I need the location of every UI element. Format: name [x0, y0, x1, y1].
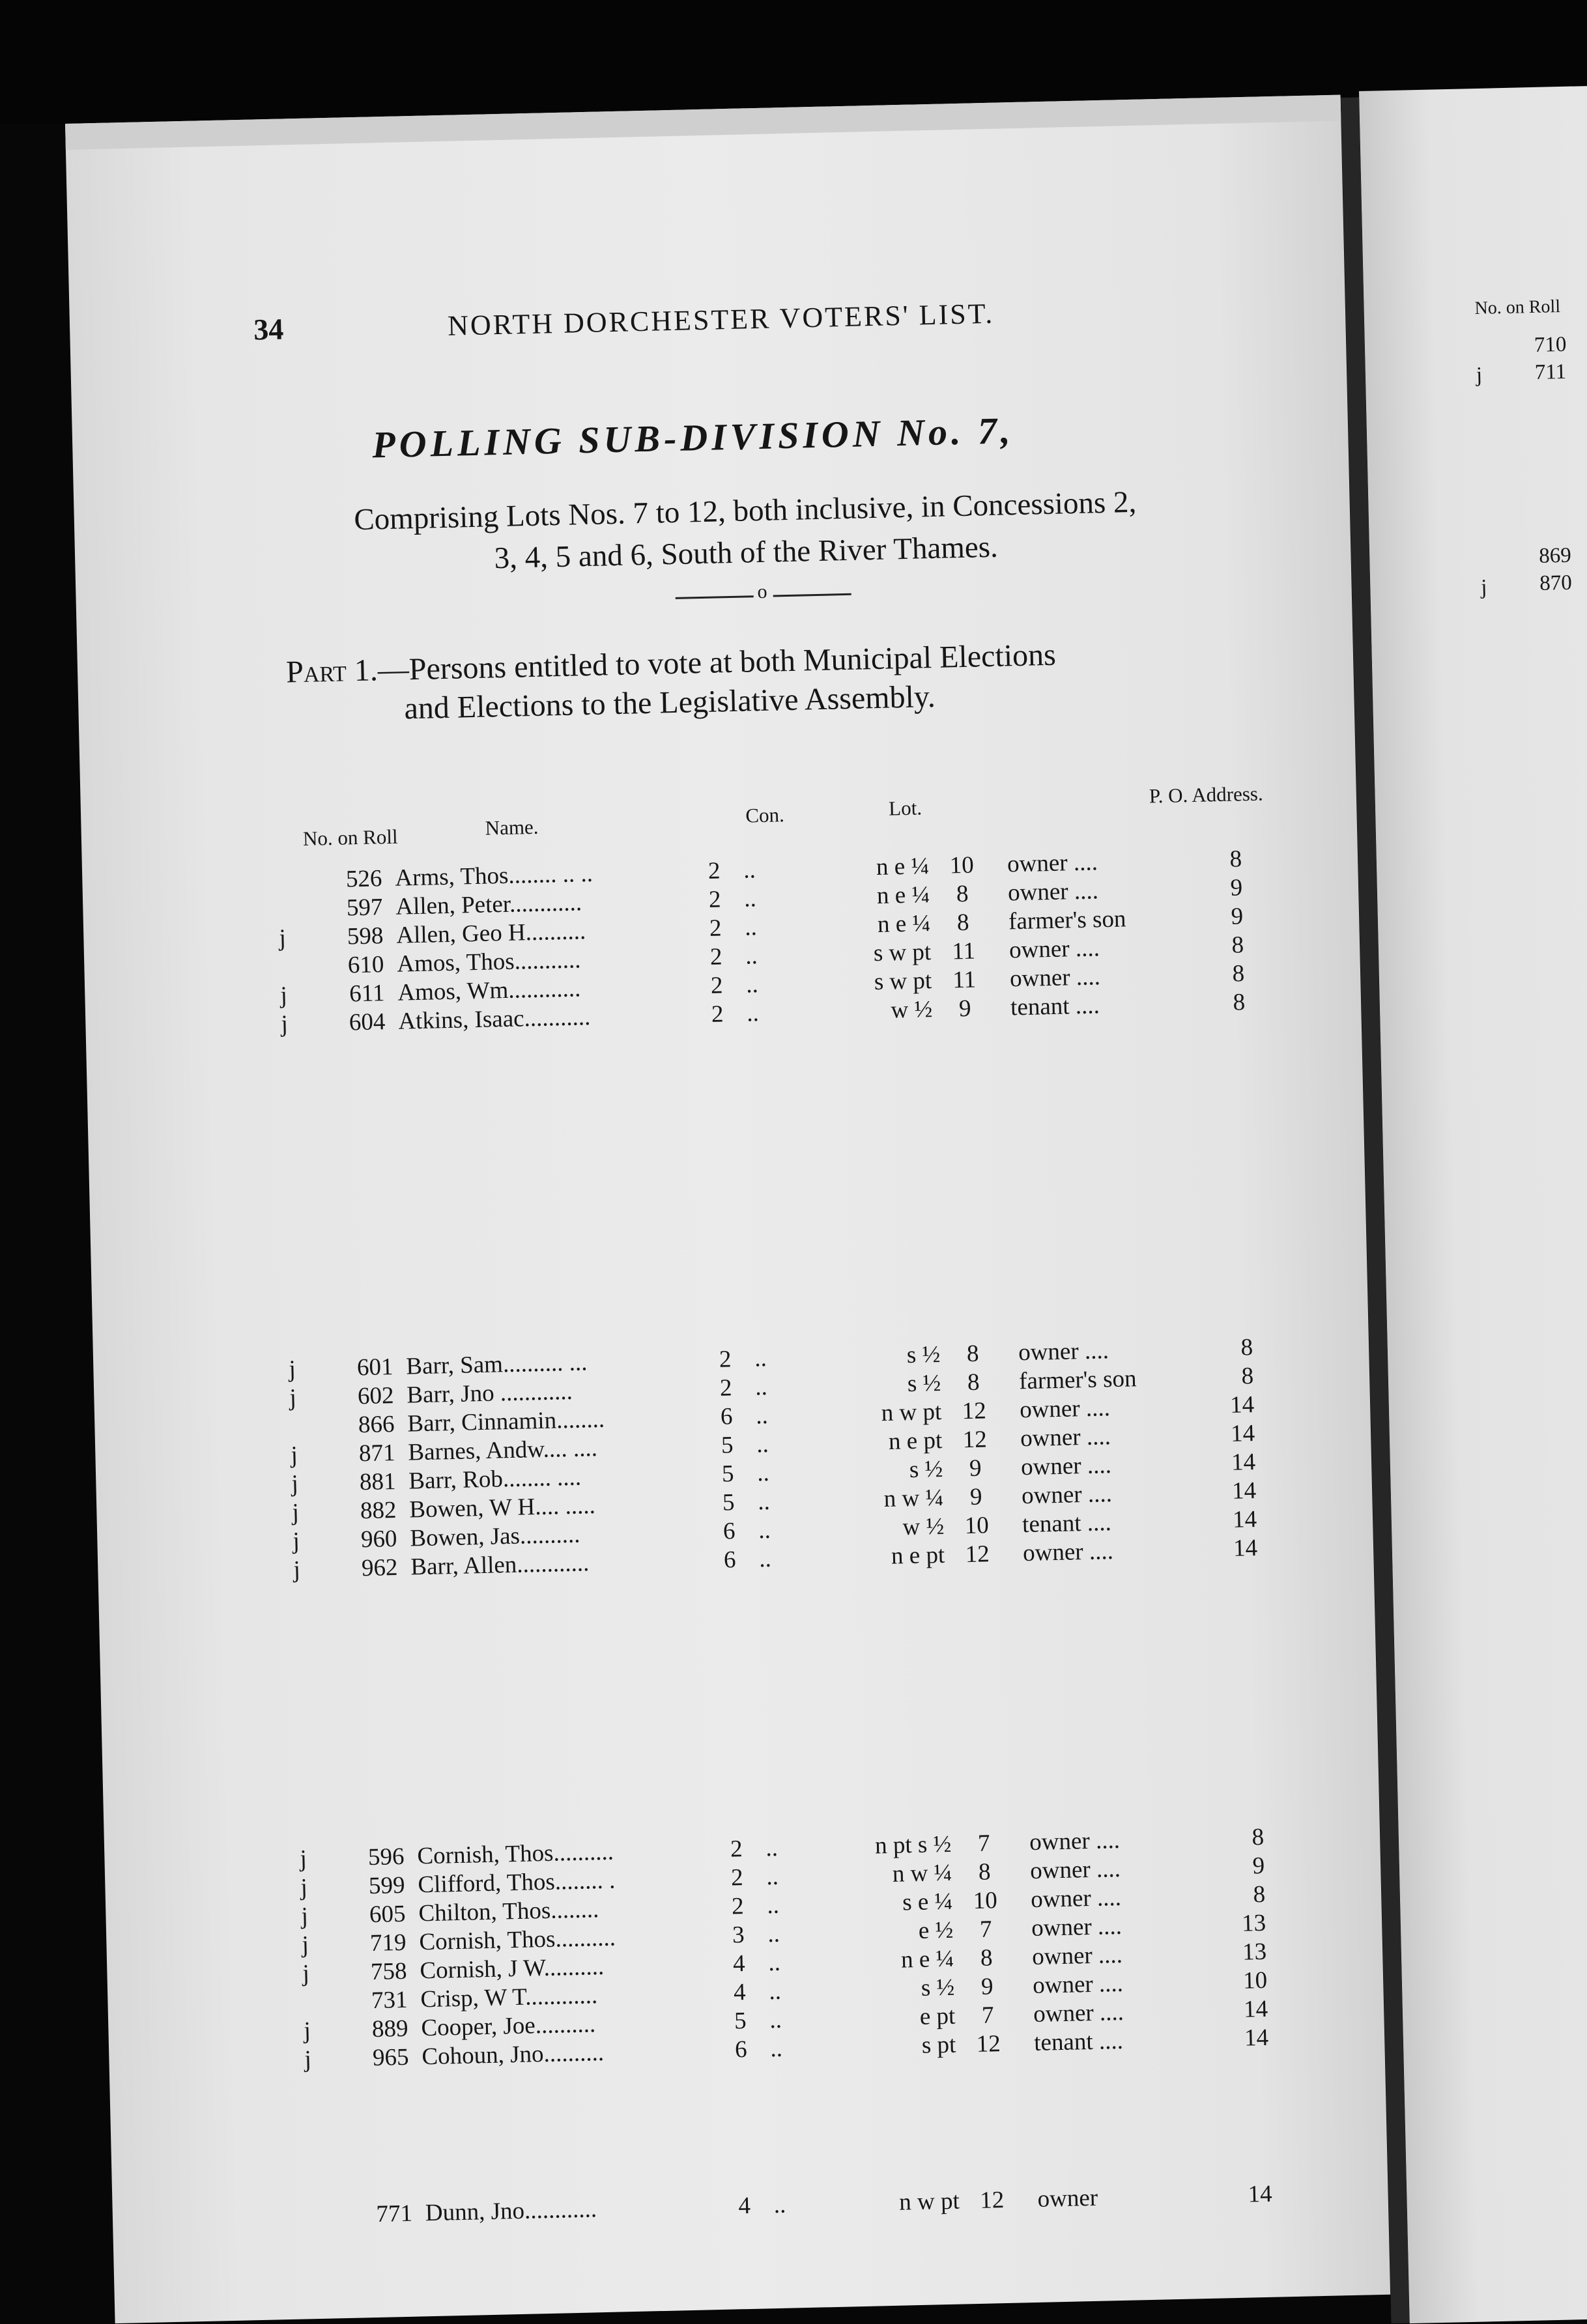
- voter-name: Crisp, W T............: [420, 1982, 598, 2013]
- leader-dots: ..: [756, 1460, 770, 1487]
- voter-name: Amos, Wm............: [397, 975, 581, 1006]
- column-header-name: Name.: [485, 815, 539, 840]
- po-address: 14: [1229, 1391, 1255, 1419]
- voter-status: owner ....: [1020, 1452, 1112, 1481]
- po-address: 14: [1244, 2024, 1269, 2052]
- roll-number: 882: [360, 1497, 397, 1525]
- elector-mark: j: [304, 2017, 311, 2045]
- concession: 5: [721, 1432, 734, 1459]
- lot-part: s e ¼: [902, 1888, 953, 1916]
- leader-dots: ..: [769, 2035, 783, 2063]
- voter-status: farmer's son: [1018, 1365, 1137, 1395]
- lot-part: n w ¼: [883, 1484, 944, 1513]
- po-address: 9: [1231, 903, 1244, 930]
- voter-status: owner ....: [1033, 1998, 1124, 2028]
- lot-part: s ½: [909, 1455, 943, 1484]
- lot-number: 12: [979, 2187, 1005, 2214]
- elector-mark: j: [292, 1527, 300, 1555]
- voter-name: Bowen, Jas..........: [409, 1521, 580, 1552]
- roll-number: 526: [345, 865, 382, 893]
- lot-part: n e pt: [888, 1426, 943, 1455]
- facing-page-roll: 869: [1538, 543, 1572, 568]
- voter-status: owner: [1037, 2184, 1098, 2213]
- voter-name: Cooper, Joe..........: [421, 2011, 596, 2042]
- lot-part: n w ¼: [892, 1859, 952, 1888]
- lot-number: 9: [958, 995, 971, 1023]
- concession: 2: [711, 1000, 724, 1028]
- roll-number: 598: [347, 922, 384, 950]
- lot-part: n w pt: [881, 1398, 942, 1427]
- lot-number: 10: [973, 1887, 998, 1915]
- leader-dots: ..: [746, 1000, 760, 1027]
- leader-dots: ..: [767, 1920, 780, 1948]
- concession: 2: [730, 1835, 743, 1863]
- concession: 3: [732, 1921, 745, 1949]
- voter-status: tenant ....: [1033, 2027, 1124, 2057]
- voter-status: farmer's son: [1008, 905, 1126, 935]
- lot-number: 12: [962, 1397, 987, 1425]
- document-page: [65, 95, 1390, 2324]
- lot-number: 7: [979, 1916, 992, 1943]
- roll-number: 602: [357, 1382, 394, 1410]
- facing-page-column-header: No. on Roll: [1474, 296, 1561, 319]
- voter-status: owner ....: [1007, 877, 1099, 907]
- elector-mark: j: [301, 1903, 309, 1930]
- lot-part: s w pt: [874, 967, 932, 996]
- roll-number: 604: [349, 1008, 386, 1036]
- po-address: 8: [1251, 1823, 1265, 1851]
- concession: 2: [719, 1374, 733, 1402]
- concession: 2: [709, 943, 722, 971]
- part-text-continued: and Elections to the Legislative Assembly.: [403, 679, 936, 726]
- po-address: 13: [1241, 1909, 1266, 1937]
- lot-part: w ½: [891, 996, 933, 1024]
- lot-part: s ½: [921, 1974, 955, 2002]
- voter-status: owner ....: [1009, 963, 1101, 993]
- concession: 2: [708, 857, 721, 885]
- concession: 4: [738, 2192, 751, 2220]
- lot-number: 8: [956, 909, 969, 937]
- elector-mark: j: [289, 1384, 297, 1411]
- leader-dots: ..: [769, 2006, 782, 2034]
- concession: 2: [731, 1893, 745, 1920]
- lot-number: 12: [962, 1426, 988, 1454]
- concession: 2: [719, 1346, 732, 1373]
- po-address: 14: [1243, 1995, 1268, 2023]
- lot-number: 9: [969, 1454, 982, 1482]
- lot-number: 8: [966, 1340, 979, 1368]
- subdivision-title: POLLING SUB-DIVISION No. 7,: [371, 409, 1015, 466]
- leader-dots: ..: [745, 942, 758, 970]
- facing-page-roll: 870: [1539, 571, 1573, 595]
- column-header-con: Con.: [745, 803, 785, 827]
- roll-number: 881: [359, 1468, 396, 1496]
- page-number: 34: [253, 312, 284, 347]
- voter-name: Allen, Geo H..........: [395, 918, 586, 949]
- po-address: 14: [1231, 1449, 1256, 1476]
- lot-part: e ½: [918, 1916, 954, 1944]
- voter-status: owner ....: [1029, 1826, 1121, 1856]
- voter-name: Barnes, Andw.... ....: [407, 1434, 598, 1466]
- leader-dots: ..: [745, 971, 759, 999]
- po-address: 14: [1230, 1420, 1255, 1447]
- leader-dots: ..: [765, 1834, 779, 1862]
- lot-number: 9: [969, 1483, 982, 1511]
- facing-page-mark: j: [1476, 363, 1483, 388]
- lot-part: n e ¼: [877, 910, 931, 939]
- leader-dots: ..: [773, 2191, 786, 2219]
- elector-mark: j: [302, 1931, 309, 1959]
- leader-dots: ..: [766, 1892, 780, 1920]
- po-address: 14: [1232, 1506, 1257, 1533]
- po-address: 8: [1240, 1334, 1253, 1361]
- roll-number: 596: [367, 1843, 405, 1871]
- voter-name: Barr, Sam.......... ...: [405, 1349, 588, 1380]
- lot-number: 11: [952, 966, 977, 994]
- lot-part: s ½: [906, 1341, 941, 1369]
- roll-number: 719: [369, 1929, 407, 1957]
- leader-dots: ..: [767, 1949, 781, 1977]
- roll-number: 610: [347, 951, 384, 979]
- roll-number: 889: [371, 2015, 408, 2043]
- concession: 2: [708, 886, 721, 913]
- leader-dots: ..: [765, 1863, 779, 1891]
- voter-status: owner ....: [1007, 849, 1098, 878]
- po-address: 8: [1229, 845, 1242, 873]
- comprising-line: Comprising Lots Nos. 7 to 12, both inclusive, in Concessions 2,: [353, 485, 1137, 537]
- lot-number: 9: [980, 1973, 994, 2000]
- facing-page-roll: 711: [1534, 360, 1567, 384]
- po-address: 14: [1231, 1477, 1257, 1505]
- concession: 6: [720, 1403, 734, 1430]
- voter-status: owner ....: [1020, 1423, 1111, 1452]
- po-address: 8: [1231, 931, 1244, 959]
- lot-number: 11: [951, 937, 976, 965]
- concession: 5: [721, 1460, 735, 1488]
- table-row: [307, 2179, 1285, 2230]
- concession: 6: [722, 1518, 736, 1545]
- roll-number: 866: [358, 1411, 395, 1439]
- part-label: Part 1.: [285, 653, 379, 690]
- divider-left: [676, 595, 754, 599]
- lot-number: 7: [981, 2002, 994, 2029]
- roll-number: 731: [371, 1986, 408, 2015]
- leader-dots: ..: [744, 914, 758, 941]
- lot-part: n e pt: [891, 1541, 945, 1570]
- lot-number: 8: [978, 1858, 991, 1886]
- voter-name: Barr, Cinnamin........: [407, 1406, 605, 1438]
- concession: 5: [734, 2007, 747, 2035]
- leader-dots: ..: [743, 885, 757, 913]
- divider-glyph: o: [757, 580, 767, 603]
- lot-number: 7: [977, 1830, 990, 1857]
- voter-status: owner ....: [1031, 1941, 1123, 1971]
- elector-mark: j: [300, 1874, 308, 1901]
- roll-number: 965: [372, 2043, 409, 2072]
- elector-mark: j: [291, 1470, 299, 1497]
- roll-number: 960: [360, 1525, 397, 1553]
- voter-name: Barr, Jno ............: [406, 1378, 573, 1409]
- part-text: —Persons entitled to vote at both Municipal Elections: [377, 637, 1057, 688]
- facing-page-mark: j: [1480, 575, 1487, 599]
- voter-status: owner ....: [1029, 1855, 1121, 1885]
- voter-name: Dunn, Jno............: [425, 2196, 597, 2227]
- elector-mark: j: [293, 1556, 301, 1583]
- voter-name: Arms, Thos........ .. ..: [394, 860, 593, 892]
- voter-name: Atkins, Isaac...........: [397, 1004, 591, 1035]
- concession: 2: [709, 914, 722, 942]
- po-address: 9: [1252, 1852, 1265, 1880]
- lot-number: 10: [949, 851, 975, 879]
- leader-dots: ..: [755, 1402, 769, 1430]
- leader-dots: ..: [754, 1374, 768, 1401]
- po-address: 13: [1242, 1938, 1267, 1966]
- facing-page-roll: 710: [1534, 332, 1567, 357]
- comprising-line: 3, 4, 5 and 6, South of the River Thames.: [494, 530, 999, 576]
- roll-number: 601: [356, 1353, 393, 1382]
- voter-name: Cornish, J W..........: [420, 1953, 605, 1985]
- voter-name: Allen, Peter............: [395, 889, 582, 920]
- roll-number: 611: [349, 980, 385, 1008]
- po-address: 8: [1233, 989, 1246, 1016]
- roll-number: 771: [375, 2200, 413, 2228]
- voter-status: owner ....: [1008, 935, 1100, 964]
- voter-name: Cohoun, Jno..........: [422, 2039, 605, 2071]
- lot-number: 8: [956, 880, 969, 908]
- po-address: 9: [1230, 874, 1243, 901]
- concession: 6: [723, 1546, 736, 1574]
- leader-dots: ..: [757, 1488, 771, 1516]
- elector-mark: j: [289, 1355, 296, 1383]
- elector-mark: j: [278, 924, 287, 952]
- voter-status: owner ....: [1018, 1337, 1109, 1367]
- running-title: NORTH DORCHESTER VOTERS' LIST.: [447, 297, 995, 342]
- voter-name: Amos, Thos...........: [396, 946, 581, 978]
- column-header-lot: Lot.: [888, 796, 922, 820]
- lot-part: n e ¼: [900, 1945, 954, 1974]
- po-address: 14: [1248, 2180, 1273, 2208]
- lot-number: 8: [980, 1944, 993, 1972]
- lot-part: n w pt: [898, 2187, 960, 2216]
- lot-part: e pt: [919, 2002, 956, 2030]
- lot-part: s pt: [921, 2031, 956, 2059]
- roll-number: 962: [361, 1553, 398, 1582]
- voter-status: owner ....: [1021, 1481, 1113, 1510]
- concession: 2: [730, 1864, 744, 1892]
- column-header-po: P. O. Address.: [1149, 782, 1264, 808]
- po-address: 8: [1232, 960, 1245, 987]
- lot-part: s w pt: [873, 939, 932, 967]
- elector-mark: j: [279, 982, 288, 1009]
- voter-name: Clifford, Thos........ .: [418, 1867, 616, 1899]
- voter-status: owner ....: [1032, 1970, 1124, 2000]
- voter-status: owner ....: [1019, 1395, 1111, 1424]
- lot-part: s ½: [907, 1370, 941, 1398]
- elector-mark: j: [291, 1499, 300, 1526]
- po-address: 14: [1233, 1535, 1258, 1562]
- voter-status: tenant ....: [1010, 992, 1100, 1021]
- elector-mark: j: [291, 1441, 298, 1469]
- comprising-description: [236, 479, 1255, 585]
- voter-status: owner ....: [1022, 1538, 1114, 1567]
- concession: 5: [722, 1489, 736, 1516]
- elector-mark: j: [304, 2046, 312, 2073]
- column-header-roll: No. on Roll: [302, 825, 398, 850]
- roll-number: 758: [370, 1957, 407, 1986]
- voter-name: Chilton, Thos........: [418, 1896, 599, 1927]
- leader-dots: ..: [754, 1345, 767, 1372]
- concession: 6: [734, 2036, 748, 2063]
- leader-dots: ..: [758, 1516, 771, 1544]
- voter-name: Barr, Allen............: [410, 1550, 590, 1581]
- lot-part: n pt s ½: [874, 1830, 952, 1860]
- leader-dots: ..: [743, 857, 756, 884]
- roll-number: 599: [368, 1871, 405, 1900]
- roll-number: 605: [369, 1900, 406, 1929]
- lot-part: n e ¼: [876, 881, 930, 910]
- leader-dots: ..: [756, 1431, 769, 1458]
- lot-part: w ½: [902, 1512, 945, 1541]
- lot-number: 12: [976, 2030, 1001, 2058]
- voter-name: Cornish, Thos..........: [419, 1924, 616, 1956]
- lot-number: 12: [965, 1540, 990, 1568]
- lot-number: 8: [967, 1368, 980, 1396]
- roll-number: 597: [346, 894, 383, 922]
- concession: 2: [710, 972, 723, 999]
- voter-name: Bowen, W H.... .....: [408, 1492, 596, 1523]
- elector-mark: j: [302, 1960, 310, 1987]
- lot-number: 10: [964, 1512, 990, 1540]
- po-address: 10: [1242, 1966, 1268, 1994]
- roll-number: 871: [358, 1439, 395, 1467]
- divider-right: [773, 593, 851, 597]
- leader-dots: ..: [758, 1545, 772, 1573]
- voter-name: Barr, Rob........ ....: [408, 1464, 582, 1495]
- voter-name: Cornish, Thos..........: [417, 1838, 614, 1870]
- lot-part: n e ¼: [876, 853, 930, 881]
- po-address: 8: [1253, 1880, 1266, 1908]
- elector-mark: j: [280, 1010, 289, 1038]
- leader-dots: ..: [768, 1977, 782, 2005]
- voter-status: tenant ....: [1022, 1509, 1112, 1538]
- voter-status: owner ....: [1031, 1912, 1122, 1942]
- po-address: 8: [1241, 1363, 1254, 1390]
- voter-status: owner ....: [1030, 1884, 1122, 1914]
- elector-mark: j: [300, 1845, 307, 1873]
- concession: 4: [733, 1979, 747, 2006]
- concession: 4: [732, 1950, 746, 1977]
